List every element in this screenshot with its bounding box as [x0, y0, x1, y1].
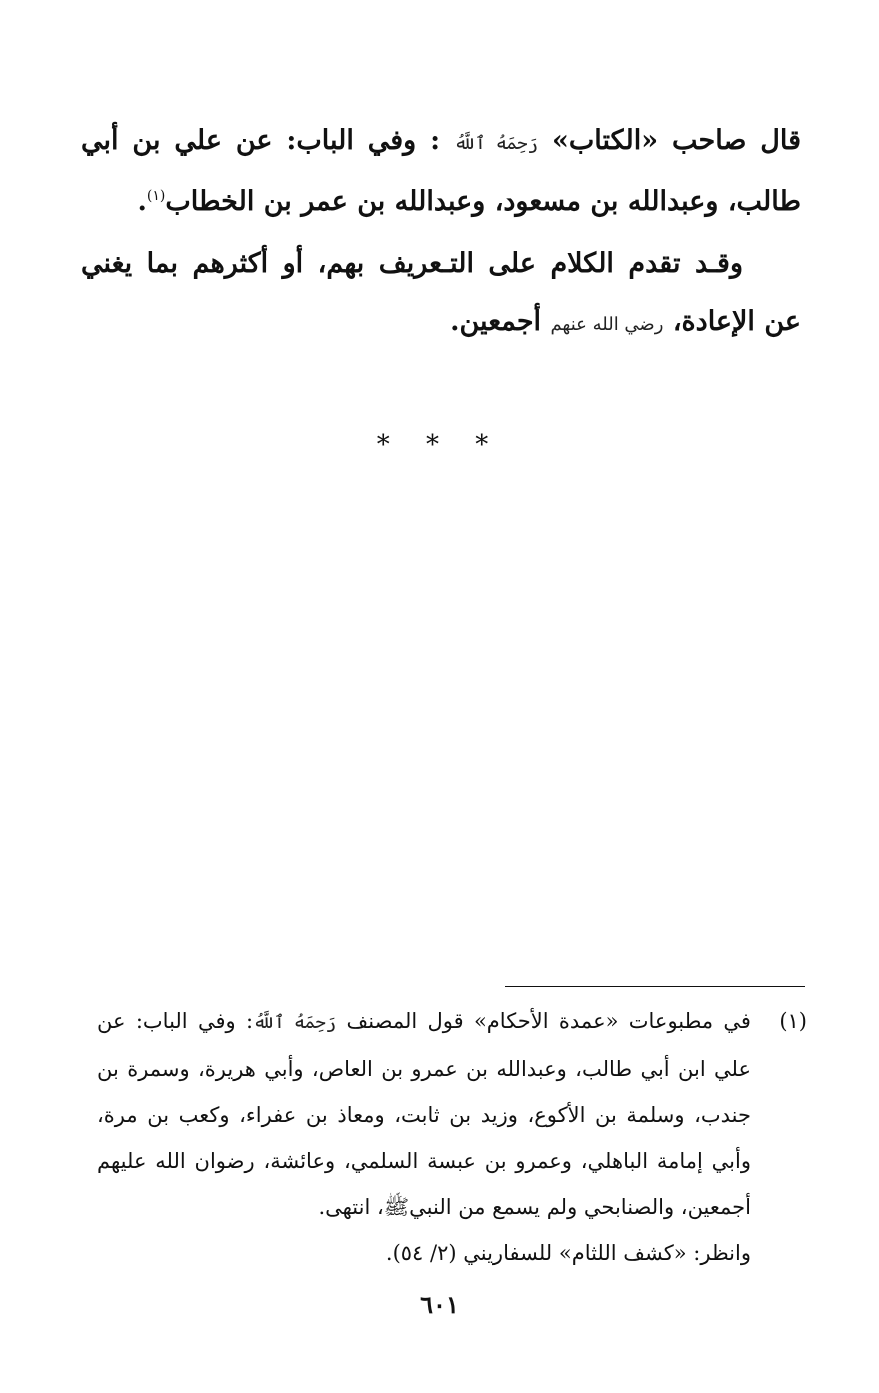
footnote-reference[interactable]: (١) [146, 188, 166, 204]
footnote-number: (١) [779, 1009, 807, 1033]
page-number: ٦٠١ [420, 1290, 459, 1319]
paragraph-2-end: أجمعين. [450, 306, 542, 337]
paragraph-1-intro: قال صاحب «الكتاب» [551, 125, 802, 156]
paragraph-1-end: . [137, 186, 147, 217]
author-honorific: رَحِمَهُ ٱللَّهُ [453, 133, 539, 154]
paragraph-2-body: وقـد تقدم الكلام على التـعريف بهم، أو أكثرهم بما يغني عن الإعادة، [81, 248, 801, 337]
footnote-item [97, 998, 807, 1276]
prophet-honorific: ﷺ [383, 1195, 410, 1219]
footnote-divider [505, 986, 805, 987]
footnotes-section [97, 998, 807, 1276]
footnote-end: ، انتهى. [318, 1195, 384, 1219]
main-text-block [81, 112, 801, 354]
paragraph-1-body: : وفي الباب: عن علي بن أبي طالب، وعبدالله بن مسعود، وعبدالله بن عمر بن الخطاب [81, 125, 801, 217]
paragraph-2 [81, 235, 801, 354]
section-separator: * * * [376, 430, 503, 460]
paragraph-1 [81, 112, 801, 231]
footnote-see-also: وانظر: «كشف اللثام» للسفاريني (٢/ ٥٤). [385, 1241, 751, 1265]
footnote-intro: في مطبوعات «عمدة الأحكام» قول المصنف [346, 1009, 751, 1033]
companions-honorific: رضي الله عنهم [550, 314, 664, 335]
footnote-text [97, 998, 751, 1230]
footnote-main: : وفي الباب: عن علي ابن أبي طالب، وعبدالله بن عمرو بن العاص، وأبي هريرة، وسمرة بن جندب، وسلمة بن الأكوع، وزيد بن ثابت، ومعاذ بن عفراء، وكعب بن مرة، وأبي إمامة الباهلي، وعمرو بن عبسة السلمي، وعائشة، رضوان الله عليهم أجمعين، والصنابحي ولم يسمع من النبي [97, 1009, 751, 1219]
footnote-author-honorific: رَحِمَهُ ٱللَّهُ [253, 1012, 337, 1033]
footnote-body [97, 998, 751, 1276]
